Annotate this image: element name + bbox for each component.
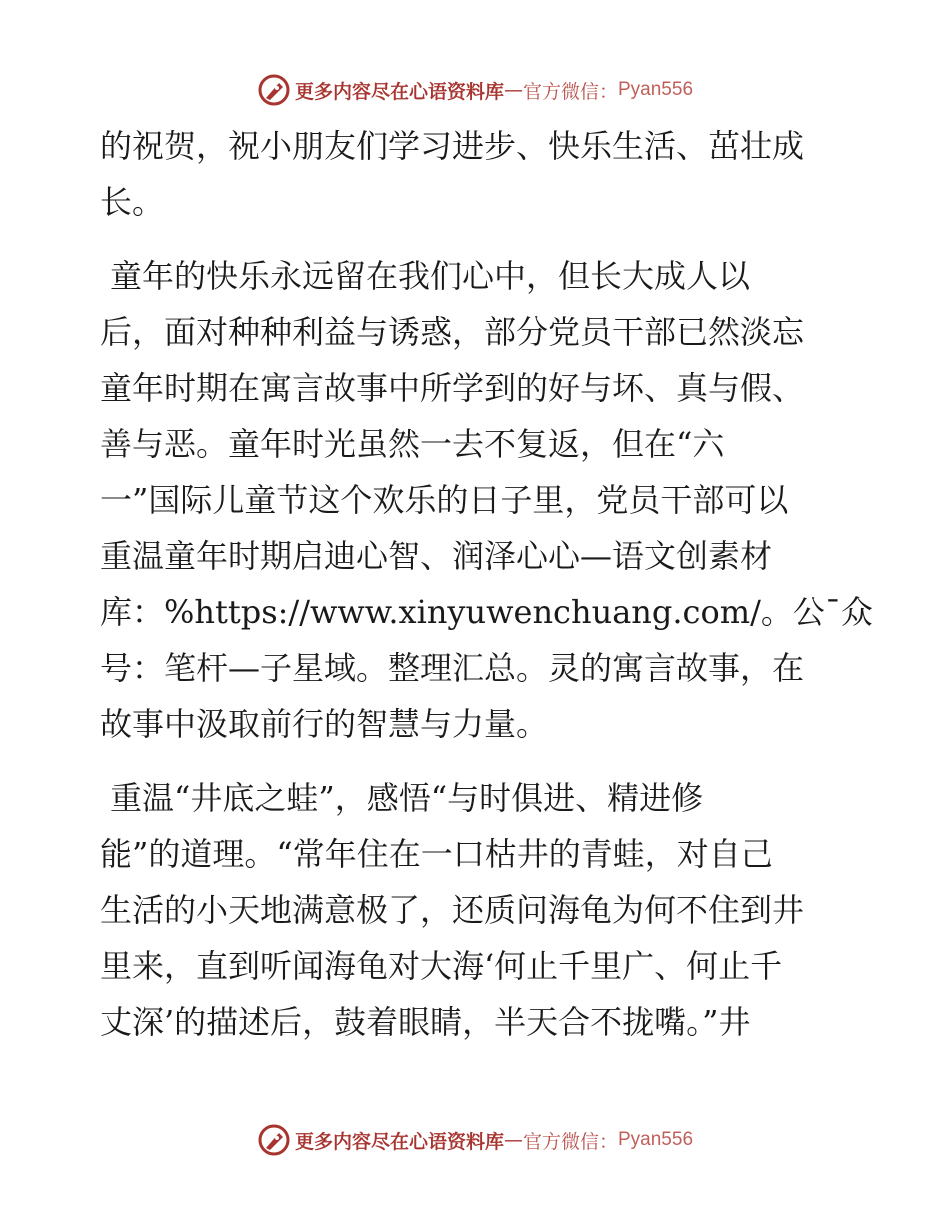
wechat-label: 官方微信： <box>522 1130 618 1153</box>
text-line: 能”的道理。“常年住在一口枯井的青蛙，对自己 <box>100 835 773 873</box>
wechat-label: 官方微信： <box>522 80 618 103</box>
banner-separator: — <box>503 1129 523 1151</box>
text-line: 后，面对种种利益与诱惑，部分党员干部已然淡忘 <box>100 313 805 351</box>
wechat-account: Pyan556 <box>618 79 694 100</box>
text-line: 善与恶。童年时光虽然一去不复返，但在“六 <box>100 425 725 463</box>
paragraph-1 <box>100 118 860 230</box>
brand-text: 更多内容尽在心语资料库 <box>294 1130 504 1153</box>
text-line: 号：笔杆—子星域。整理汇总。灵的寓言故事，在 <box>100 649 805 687</box>
text-line: 童年的快乐永远留在我们心中，但长大成人以 <box>110 257 751 295</box>
banner-separator: — <box>503 79 523 101</box>
wechat-account: Pyan556 <box>618 1129 694 1150</box>
paragraph-2 <box>100 248 873 752</box>
text-line: 一”国际儿童节这个欢乐的日子里，党员干部可以 <box>100 481 789 519</box>
text-line: 的祝贺，祝小朋友们学习进步、快乐生活、茁壮成 <box>100 127 805 165</box>
document-body <box>100 118 873 1050</box>
header-watermark-banner <box>0 70 950 110</box>
text-line: 长。 <box>100 183 165 221</box>
text-line: 丈深’的描述后，鼓着眼睛，半天合不拢嘴。”井 <box>100 1003 751 1041</box>
text-line: 故事中汲取前行的智慧与力量。 <box>100 705 549 743</box>
text-line: 生活的小天地满意极了，还质问海龟为何不住到井 <box>100 891 805 929</box>
footer-watermark-banner <box>0 1120 950 1160</box>
pen-nib-seal-icon <box>257 73 291 107</box>
text-line: 重温“井底之蛙”，感悟“与时俱进、精进修 <box>110 779 704 817</box>
text-line: 童年时期在寓言故事中所学到的好与坏、真与假、 <box>100 369 805 407</box>
text-line: 重温童年时期启迪心智、润泽心心—语文创素材 <box>100 537 773 575</box>
pen-nib-seal-icon <box>257 1123 291 1157</box>
text-line: 库：%https://www.xinyuwenchuang.com/。公¯众 <box>100 593 873 631</box>
brand-text: 更多内容尽在心语资料库 <box>294 80 504 103</box>
text-line: 里来，直到听闻海龟对大海‘何止千里广、何止千 <box>100 947 783 985</box>
paragraph-3 <box>100 770 860 1050</box>
